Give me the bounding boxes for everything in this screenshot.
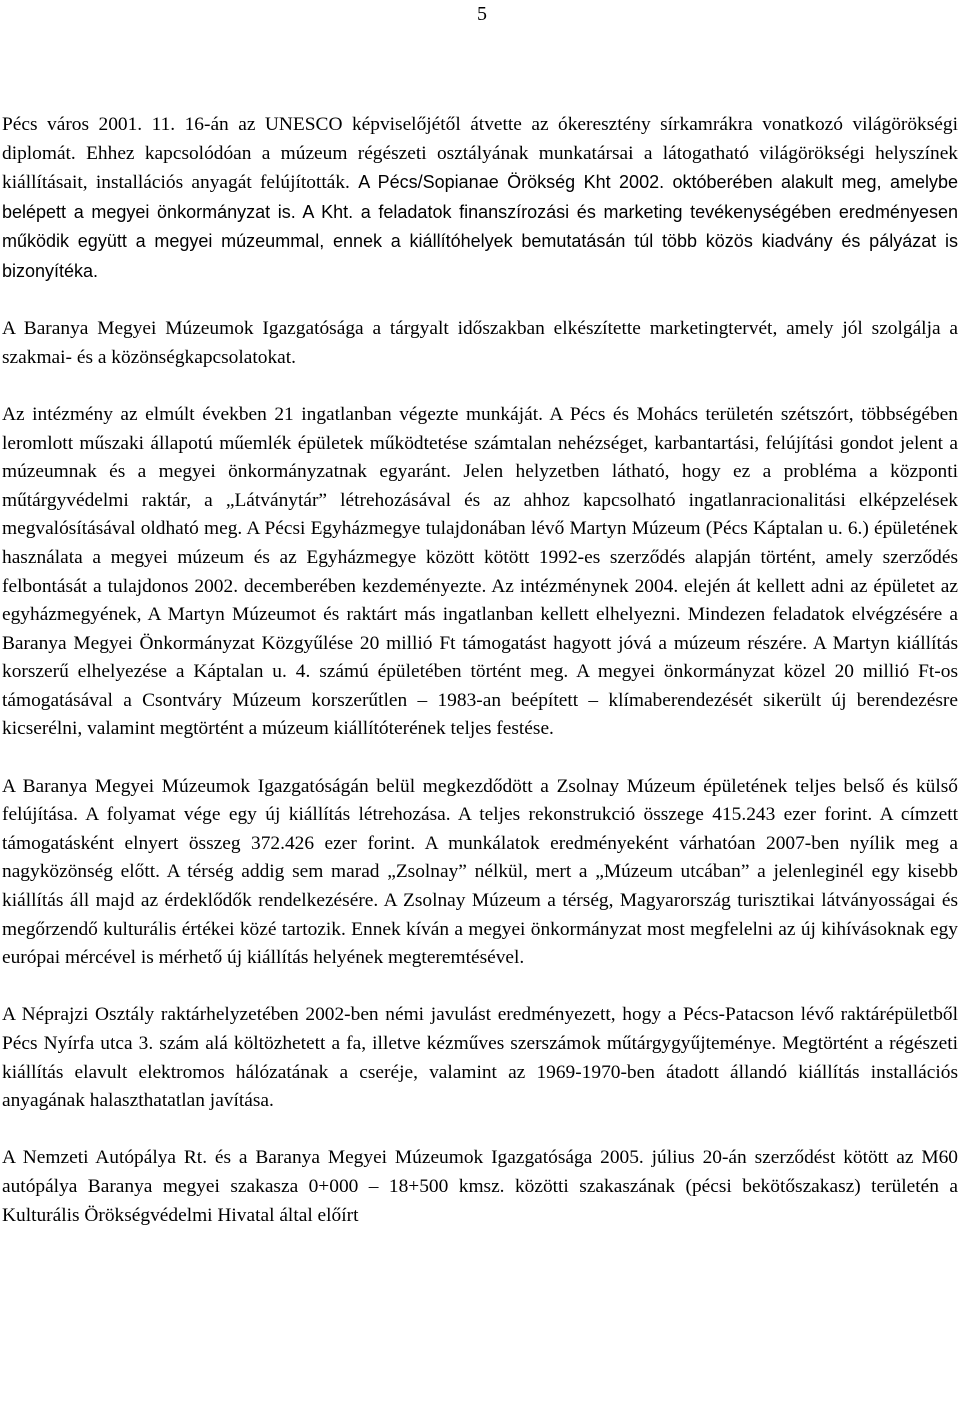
paragraph-buildings [2,401,958,744]
paragraph-text-sans: A Pécs/Sopianae Örökség Kht 2002. októberében alakult meg, amelybe belépett a megyei önkormányzat is. A Kht. a feladatok finanszírozási és marketing tevékenységében eredményesen működik együtt a megyei múzeummal, ennek a kiállítóhelyek bemutatásán túl több közös kiadvány és pályázat is bizonyítéka. [2,172,958,281]
paragraph-motorway [2,1144,958,1230]
paragraph-text: Pécs város 2001. 11. 16-án az UNESCO képviselőjétől átvette az ókeresztény sírkamrákra vonatkozó világörökségi diplomát. Ehhez kapcsolódóan a múzeum régészeti osztályának munkatársai a látogatható világörökségi helyszínek kiállításait, installációs anyagát felújították. [2,114,958,194]
document-body [2,111,958,1230]
paragraph-text: A Néprajzi Osztály raktárhelyzetében 2002-ben némi javulást eredményezett, hogy a Pécs-Patacson lévő raktárépületből Pécs Nyírfa utca 3. szám alá költözhetett a fa, illetve kézműves szerszámok műtárgygyűjteménye. Megtörtént a régészeti kiállítás elavult elektromos hálózatának a cseréje, valamint az 1969-1970-ben átadott állandó kiállítás installációs anyagának halaszthatatlan javítása. [2,1004,958,1112]
paragraph-zsolnay [2,773,958,973]
paragraph-unesco [2,111,958,287]
page-number: 5 [477,3,487,25]
paragraph-text: Az intézmény az elmúlt években 21 ingatlanban végezte munkáját. A Pécs és Mohács területén szétszórt, többségében leromlott műszaki állapotú műemlék épületek működtetése számtalan nehézséget, karbantartási, felújítási gondot jelent a múzeumnak és a megyei önkormányzatnak egyaránt. Jelen helyzetben látható, hogy ez a probléma a központi műtárgyvédelmi raktár, a „Látványtár” létrehozásával és az ahhoz kapcsolható ingatlanracionalitási elképzelések megvalósításával oldható meg. A Pécsi Egyházmegye tulajdonában lévő Martyn Múzeum (Pécs Káptalan u. 6.) épületének használata a megyei múzeum és az Egyházmegye között kötött 1992-es szerződés alapján történt, amely szerződés felbontását a tulajdonos 2002. decemberében kezdeményezte. Az intézménynek 2004. elején át kellett adni az épületet az egyházmegyének, A Martyn Múzeumot és raktárt más ingatlanban kellett elhelyezni. Mindezen feladatok elvégzésére a Baranya Megyei Önkormányzat Közgyűlése 20 millió Ft támogatást hagyott jóvá a múzeum részére. A Martyn kiállítás korszerű elhelyezése a Káptalan u. 4. számú épületében történt meg. A megyei önkormányzat közel 20 millió Ft-os támogatásával a Csontváry Múzeum korszerűtlen – 1983-an beépített – klímaberendezését sikerült új berendezésre kicserélni, valamint megtörtént a múzeum kiállítóterének teljes festése. [2,403,958,740]
paragraph-text: A Baranya Megyei Múzeumok Igazgatóságán belül megkezdődött a Zsolnay Múzeum épületének teljes belső és külső felújítása. A folyamat vége egy új kiállítás létrehozása. A teljes rekonstrukció összege 415.243 ezer forint. A címzett támogatásként elnyert összeg 372.426 ezer forint. A munkálatok eredményeként várhatóan 2007-ben nyílik meg a nagyközönség előtt. A térség addig sem marad „Zsolnay” nélkül, mert a „Múzeum utcában” a jelenleginél egy kisebb kiállítás áll majd az érdeklődők rendelkezésére. A Zsolnay Múzeum a térség, Magyarország turisztikai látványosságai és megőrzendő kulturális értékei közé tartozik. Ennek kíván a megyei önkormányzat most megfelelni az új kihívásoknak egy európai mércével is mérhető új kiállítás helyének megteremtésével. [2,775,958,969]
paragraph-text: A Baranya Megyei Múzeumok Igazgatósága a tárgyalt időszakban elkészítette marketingtervét, amely jól szolgálja a szakmai- és a közönségkapcsolatokat. [2,318,958,368]
paragraph-text: A Nemzeti Autópálya Rt. és a Baranya Megyei Múzeumok Igazgatósága 2005. július 20-án szerződést kötött az M60 autópálya Baranya megyei szakasza 0+000 – 18+500 kmsz. közötti szakaszának (pécsi bekötőszakasz) területén a Kulturális Örökségvédelmi Hivatal által előírt [2,1147,958,1226]
paragraph-ethnography [2,1001,958,1115]
paragraph-marketing [2,315,958,372]
